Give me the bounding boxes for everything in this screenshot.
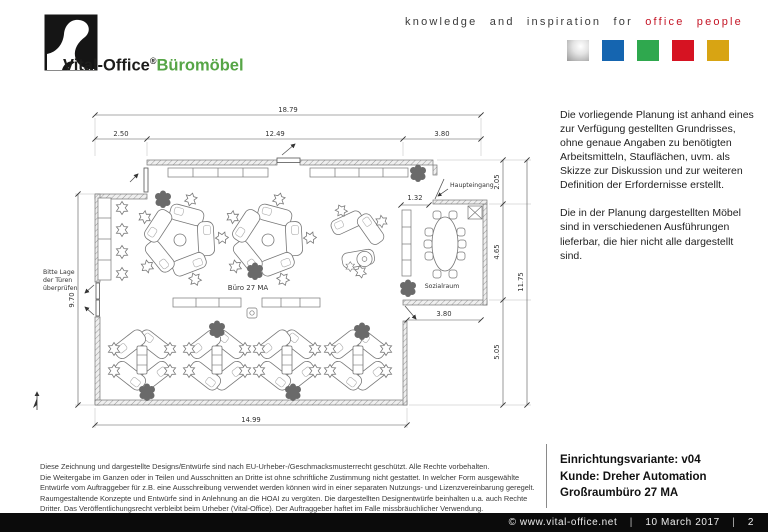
- door-left-2-arrow: [85, 307, 94, 315]
- printer-stand: [247, 308, 257, 318]
- door-topleft: [144, 168, 148, 192]
- door-note-line3: überprüfen: [43, 285, 78, 292]
- door-entrance-leaf: [435, 179, 444, 199]
- door-terrace-arrow: [282, 144, 295, 155]
- footer-date: 10 March 2017: [645, 517, 720, 528]
- sideboard-window-1: [168, 168, 268, 177]
- wall-social-top: [433, 200, 487, 204]
- chair-icon: [116, 268, 127, 281]
- sideboard-mid-1: [173, 298, 241, 307]
- intro-text: [560, 108, 754, 277]
- wall-social-right: [483, 204, 487, 305]
- square-green: [637, 40, 659, 61]
- footer-page-number: 2: [747, 517, 754, 528]
- sideboard-window-2: [310, 168, 408, 177]
- shaft-box: [468, 206, 482, 219]
- square-silver: [567, 40, 589, 61]
- dim-right-bottom: 5.05: [493, 344, 501, 360]
- door-note-line2: der Türen: [43, 277, 73, 284]
- tagline-gray: knowledge and inspiration for: [405, 16, 633, 28]
- tagline-red: office people: [645, 16, 743, 28]
- wall-entrance-stub: [433, 165, 437, 175]
- dim-notch: 3.80: [436, 310, 452, 318]
- dim-right-top: 2.05: [493, 174, 501, 190]
- label-entrance: Haupteingang: [450, 182, 494, 189]
- wall-top-left: [147, 160, 277, 165]
- footer-bar: [0, 513, 768, 532]
- legal-line: Diese Zeichnung und dargestellte Designs/Entwürfe sind nach EU-Urheber-/Geschmacksmusterrecht geschützt. Alle Rechte vorbehalten.: [40, 462, 490, 471]
- registered-mark: ®: [149, 56, 157, 66]
- vertical-divider: [546, 444, 547, 508]
- intro-paragraph-2: Die in der Planung dargestellten Möbel sind in verschiedenen Ausführungen lieferbar, die hier nicht alle dargestellt sind.: [560, 207, 741, 262]
- legal-line: Raumgestaltende Konzepte und Entwürfe sind in Anlehnung an die HOAI zu vergüten. Die dargestellten Designentwürfe beinhalten u.a. auch Rechte: [40, 493, 528, 503]
- plant-icon: [400, 280, 416, 298]
- project-info: [560, 452, 707, 502]
- footer-copyright: © www.vital-office.net: [508, 517, 618, 528]
- dim-total-width: 18.79: [278, 106, 298, 114]
- cabinet-social-column: [402, 210, 411, 276]
- legal-line: Die Weitergabe im Ganzen oder in Teilen und Ausschnitten an Dritte ist ohne schriftliche Zustimmung nicht gestattet. In welcher Form ausgewählte: [40, 472, 520, 482]
- door-note: [43, 269, 78, 292]
- door-topleft-arrow: [130, 174, 138, 182]
- plant-icon: [410, 165, 426, 183]
- dim-right-total: 11.75: [517, 272, 525, 292]
- tagline: [0, 16, 743, 28]
- chair-icon: [116, 246, 127, 259]
- plant-icon: [209, 321, 225, 339]
- project-variant: Einrichtungsvariante: v04: [560, 454, 701, 466]
- wall-social-bottom: [403, 300, 487, 305]
- dim-bottom-width: 14.99: [241, 416, 261, 424]
- door-social-exit: [405, 306, 416, 319]
- legal-line: Entwürfe vom Auftraggeber für z.B. eine Ausschreibung verwendet werden können wird in einer separaten Nutzungs- und Lizenzvereinbarung geregelt.: [40, 483, 535, 493]
- door-left-1-arrow: [85, 285, 94, 293]
- plant-icon: [354, 323, 370, 341]
- wall-bottom: [95, 400, 407, 405]
- project-customer: Kunde: Dreher Automation: [560, 470, 707, 483]
- left-column-chairs: [116, 202, 127, 281]
- dim-height-left: 9.70: [68, 292, 76, 308]
- project-office: Großraumbüro 27 MA: [560, 487, 679, 500]
- door-left-1: [96, 283, 100, 299]
- dim-seg-left: 2.50: [113, 130, 129, 138]
- legal-disclaimer: [40, 462, 545, 515]
- plant-icon: [155, 191, 171, 209]
- brand-wordmark: [63, 56, 244, 76]
- footer-separator: |: [629, 517, 633, 528]
- footer-separator: |: [732, 517, 736, 528]
- door-note-line1: Bitte Lage: [43, 269, 75, 276]
- brand-product: Büromöbel: [156, 56, 244, 75]
- label-social-room: Sozialraum: [424, 283, 460, 290]
- square-blue: [602, 40, 624, 61]
- door-left-2: [96, 300, 100, 316]
- label-office: Büro 27 MA: [227, 284, 269, 292]
- dim-seg-mid: 12.49: [265, 130, 285, 138]
- north-arrow-icon: [33, 392, 37, 410]
- floor-plan: [25, 92, 545, 437]
- desk-cluster: [108, 327, 175, 392]
- door-terrace: [277, 158, 300, 163]
- sideboard-mid-2: [262, 298, 320, 307]
- entrance-arrow: [438, 189, 448, 196]
- cabinet-left-column: [98, 198, 111, 280]
- brand-color-squares: [567, 40, 729, 61]
- intro-paragraph-1: Die vorliegende Planung ist anhand eines zur Verfügung gestellten Grundrisses, ohne genaue Angaben zu benötigten Arbeitsmitteln, Stauflächen, uvm. als Skizze zur Diskussion und zur weiteren Definition der Erfordernisse erstellt.: [560, 109, 754, 192]
- desk-cluster: [218, 189, 317, 292]
- dim-seg-right: 3.80: [434, 130, 450, 138]
- dim-opening: 1.32: [407, 194, 423, 202]
- desk-cluster: [253, 327, 320, 392]
- social-room-table: [424, 211, 466, 278]
- wall-left-lower: [95, 317, 100, 405]
- desk-cluster: [324, 198, 396, 280]
- chair-icon: [116, 202, 127, 215]
- wall-right-lower: [403, 321, 407, 405]
- chair-icon: [116, 224, 127, 237]
- dim-right-mid: 4.65: [493, 244, 501, 260]
- brand-name: Vital-Office: [63, 56, 150, 75]
- square-gold: [707, 40, 729, 61]
- legal-line: Dritter. Das Veröffentlichungsrecht verbleibt beim Urheber (Vital-Office). Der Auftraggeber haftet im Falle missbräuchlicher Verwendung.: [40, 504, 484, 514]
- desk-cluster: [130, 189, 229, 292]
- wall-top-right: [300, 160, 433, 165]
- square-red: [672, 40, 694, 61]
